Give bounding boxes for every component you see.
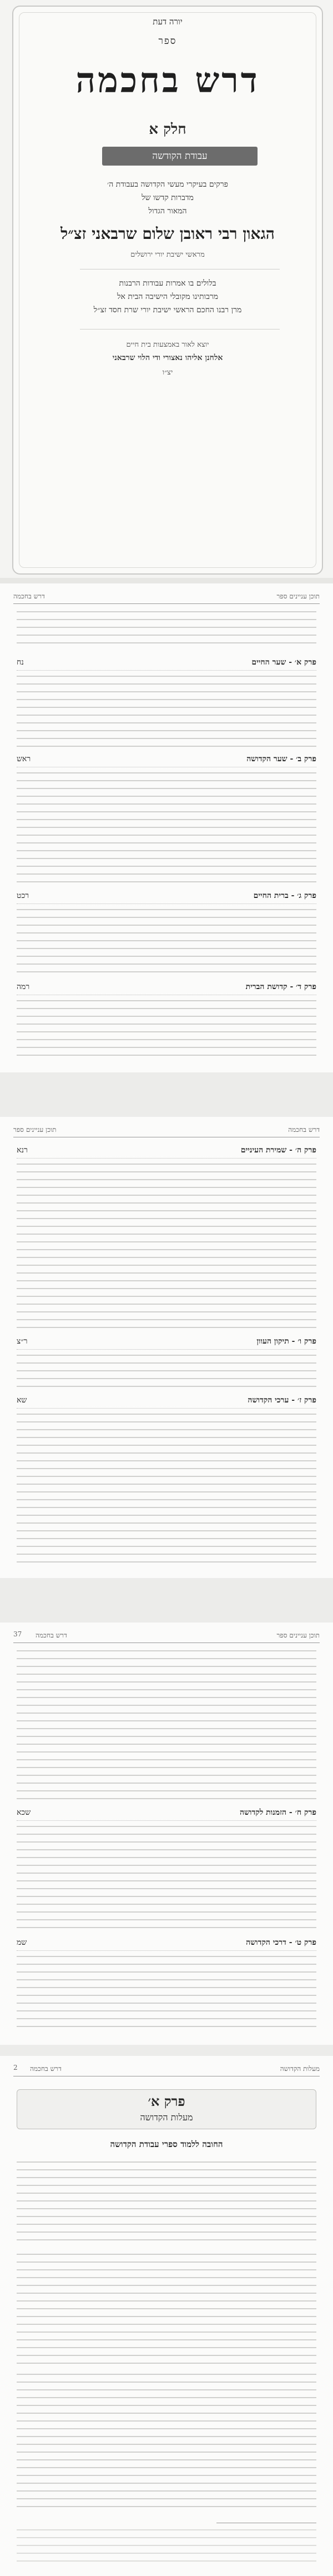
text-block [17,772,316,883]
toc-page: ראש [17,755,31,763]
toc-title: פרק ב׳ - שער הקדושה [246,755,316,763]
footnote-block [17,2529,316,2563]
cover-divider-2 [80,329,280,330]
text-block [17,1826,316,1931]
toc-page: שא [17,1396,27,1405]
toc-title: פרק א׳ - שער החיים [251,658,316,667]
toc-row[interactable] [17,1807,316,1821]
section-subhead: החובה ללמוד ספרי עבודת הקדושה [110,2139,223,2149]
cover-subtitle-3: המאור הגדול [148,207,187,216]
cover-line-d: יוצא לאור באמצעות בית חיים [126,341,209,349]
chapter-page [0,2056,333,2576]
toc-page-3 [0,1623,333,2045]
page-separator [0,1072,333,1117]
toc-page: רנא [17,1146,28,1155]
toc-row[interactable] [17,1937,316,1951]
toc-row[interactable] [17,657,316,671]
page-number: 37 [13,1630,22,1638]
text-block [17,1000,316,1061]
chapter-title: מעלות הקדושה [140,2112,193,2123]
running-head-left: דרש בחכמה [30,2065,62,2073]
cover-author-desc: מראשי ישיבת יורי ירושלים [130,251,205,259]
running-head-left: תוכן עניינים ספר [13,1126,57,1134]
running-head-right: דרש בחכמה [288,1126,320,1134]
toc-title: פרק ט׳ - דרכי הקדושה [246,1938,316,1947]
chapter-number: פרק א׳ [148,2093,185,2109]
toc-page-1 [0,583,333,1072]
toc-row[interactable] [17,1395,316,1409]
page-separator [0,2045,333,2056]
toc-row[interactable] [17,981,316,995]
text-block [17,1956,316,2034]
cover-title: דרש בחכמה [75,60,260,101]
cover-subtitle-2: מדברות קדשו של [142,193,194,202]
toc-page: שמ [17,1938,27,1947]
text-block [17,1650,316,1800]
toc-title: פרק ד׳ - קדושת הברית [245,982,316,991]
running-head [13,591,320,604]
cover-sefer-label: ספר [158,36,177,47]
chapter-heading-box [17,2089,316,2129]
toc-row[interactable] [17,1336,316,1350]
running-head-right: מעלות הקדושה [280,2065,320,2073]
toc-page: רכט [17,891,29,900]
running-head [13,1125,320,1137]
page-number: 2 [13,2064,18,2071]
text-block [17,1164,316,1330]
cover-line-f: יצ״ו [162,368,173,377]
toc-title: פרק ג׳ - ברית החיים [253,891,316,900]
running-head [13,2064,320,2076]
cover-line-b: מרבותינו מקובלי הישיבה הבית אל [117,292,219,301]
cover-subtitle-1: פרקים בעיקרי מעשי הקדושה בעבודת ה׳ [107,180,228,189]
running-head-left: דרש בחכמה [13,592,45,600]
toc-page: שכא [17,1808,31,1817]
toc-page-2 [0,1117,333,1578]
text-block [17,676,316,748]
toc-title: פרק ו׳ - תיקון העוון [256,1337,316,1346]
toc-row[interactable] [17,890,316,904]
running-head [13,1630,320,1643]
text-block [17,1414,316,1569]
toc-row[interactable] [17,1145,316,1159]
text-block [17,2161,316,2245]
text-block [17,2374,316,2513]
text-block [17,909,316,976]
cover-line-c: מרן רבנו החכם הראשי ישיבת יורי שרת חסד זצ״ל [93,306,242,314]
toc-row[interactable] [17,753,316,767]
cover-author: הגאון רבי ראובן שלום שרבאני זצ״ל [60,224,275,243]
text-block [17,611,316,650]
cover-line-a: בלולים בו אמרות עבודות הרבנות [119,279,216,288]
cover-banner: עבודת הקודשה [102,147,258,166]
running-head-right: תוכן עניינים ספר [276,1631,320,1639]
toc-title: פרק ה׳ - שמירת העיניים [240,1146,316,1155]
running-head-left: דרש בחכמה [36,1631,67,1639]
cover-volume-label: יורה דעת [153,17,183,27]
page-separator [0,1578,333,1623]
toc-title: פרק ח׳ - הזמנות לקדושה [239,1808,316,1817]
toc-page: רמה [17,982,30,991]
toc-page: נח [17,658,24,667]
cover-line-e: אלחנן אליהו נאצורי ודי הלוי שרבאני [112,353,223,362]
cover-part: חלק א [149,121,186,138]
toc-page: ר״צ [17,1337,28,1346]
text-block [17,2254,316,2365]
text-block [17,1355,316,1388]
running-head-right: תוכן עניינים ספר [276,592,320,600]
page-separator [0,578,333,583]
cover-page [0,0,333,578]
cover-frame [12,6,323,575]
toc-title: פרק ז׳ - ערכי הקדושה [248,1396,316,1405]
